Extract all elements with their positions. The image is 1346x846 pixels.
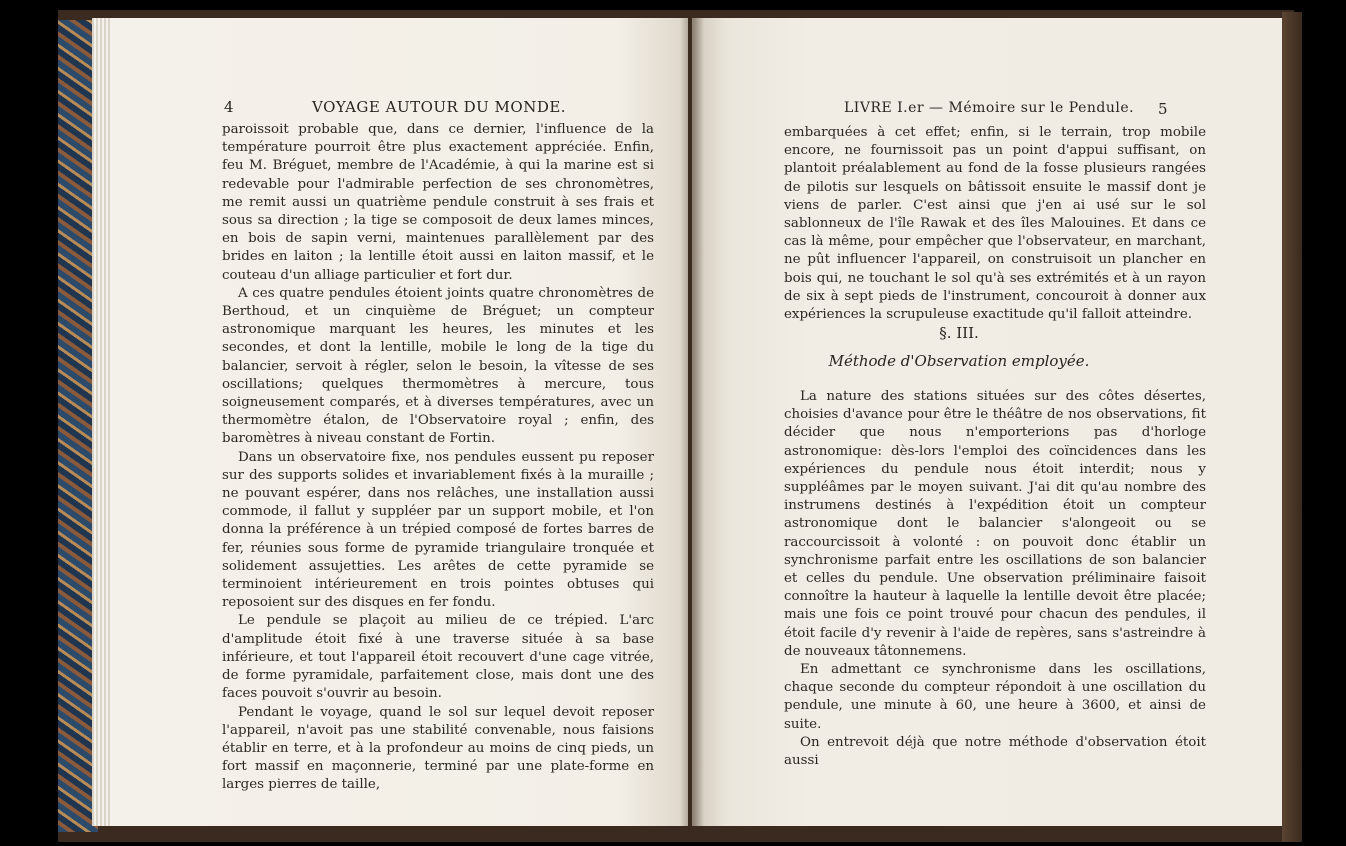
right-text-bottom [784,388,1206,770]
book-cover-edge [1282,12,1302,842]
paragraph: Le pendule se plaçoit au milieu de ce trépied. L'arc d'amplitude étoit fixé à une traverse située à sa base inférieure, et tout l'appareil étoit recouvert d'une cage vitrée, de forme pyramidale, parfaitement close, mais dont une des faces pouvoit s'ouvrir au besoin. [222,613,654,702]
paragraph: paroissoit probable que, dans ce dernier, l'influence de la température pourroit être plus exactement appréciée. Enfin, feu M. Bréguet, membre de l'Académie, à qui la marine est si redevable pour l'admirable perfection de ses chronomètres, me remit aussi un quatrième pendule construit à ses frais et sous sa direction ; la tige se composoit de deux lames minces, en bois de sapin verni, maintenues parallèlement par des brides en laiton ; la lentille étoit aussi en laiton massif, et le couteau d'un alliage particulier et fort dur. [222,122,654,283]
left-running-title: VOYAGE AUTOUR DU MONDE. [312,98,567,116]
paragraph: En admettant ce synchronisme dans les oscillations, chaque seconde du compteur répondoit à une oscillation du pendule, une minute à 60, une heure à 3600, et ainsi de suite. [784,662,1206,732]
left-text-block [222,121,654,795]
section-title: Méthode d'Observation employée. [828,352,1090,370]
book-gutter [680,18,704,826]
section-number: §. III. [939,324,979,342]
paragraph: A ces quatre pendules étoient joints quatre chronomètres de Berthoud, et un cinquième de Bréguet; un compteur astronomique marquant les heures, les minutes et les secondes, et dont la lentille, mobile le long de la tige du balancier, servoit à régler, selon le besoin, la vîtesse de ses oscillations; quelques thermomètres à mercure, tous soigneusement comparés, et à diverses températures, avec un thermomètre étalon, de l'Observatoire royal ; enfin, des baromètres à niveau constant de Fortin. [222,285,654,447]
paragraph: Pendant le voyage, quand le sol sur lequel devoit reposer l'appareil, n'avoit pas une stabilité convenable, nous faisions établir en terre, et à la profondeur au moins de cinq pieds, un fort massif en maçonnerie, terminé par une plate-forme en larges pierres de taille, [222,704,654,793]
paragraph: Dans un observatoire fixe, nos pendules eussent pu reposer sur des supports solides et invariablement fixés à la muraille ; ne pouvant espérer, dans nos relâches, une installation aussi commode, il fallut y suppléer par un support mobile, et l'on donna la préférence à un trépied composé de fortes barres de fer, réunies sous forme de pyramide triangulaire tronquée et solidement assujetties. Les arêtes de cette pyramide se terminoient intérieurement en trois pointes obtuses qui reposoient sur des disques en fer fondu. [222,449,654,611]
right-text-top [784,124,1206,324]
page-edges [92,18,110,826]
right-running-title: LIVRE I.er — Mémoire sur le Pendule. [844,100,1135,116]
right-page [692,18,1282,826]
paragraph: La nature des stations situées sur des côtes désertes, choisies d'avance pour être le théâtre de nos observations, fit décider que nous n'emporterions pas d'horloge astronomique: dès-lors l'emploi des coïncidences dans les expériences du pendule nous étoit interdit; nous y suppléâmes par le moyen suivant. J'ai dit qu'au nombre des instrumens destinés à l'expédition étoit un compteur astronomique dont le balancier s'alongeoit ou se raccourcissoit à volonté : on pouvoit donc établir un synchronisme parfait entre les oscillations de son balancier et celles du pendule. Une observation préliminaire faisoit connoître la hauteur à laquelle la lentille devoit être placée; mais une fois ce point trouvé pour chacun des pendules, il étoit facile d'y revenir à l'aide de repères, sans s'astreindre à de nouveaux tâtonnemens. [784,389,1206,659]
left-page-number: 4 [224,98,235,116]
paragraph: On entrevoit déjà que notre méthode d'observation étoit aussi [784,734,1206,769]
left-page [92,18,688,826]
right-page-number: 5 [1158,100,1169,118]
paragraph: embarquées à cet effet; enfin, si le terrain, trop mobile encore, ne fournissoit pas un point d'appui suffisant, on plantoit préalablement au fond de la fosse plusieurs rangées de pilotis sur lesquels on bâtissoit ensuite le massif dont je viens de parler. C'est ainsi que j'en ai usé sur le sol sablonneux de l'île Rawak et des îles Malouines. Et dans ce cas là même, pour empêcher que l'observateur, en marchant, ne pût influencer l'appareil, on construisoit un plancher en bois qui, ne touchant le sol qu'à ses extrémités et à un rayon de six à sept pieds de l'instrument, concouroit à donner aux expériences la scrupuleuse exactitude qu'il falloit atteindre. [784,125,1206,323]
